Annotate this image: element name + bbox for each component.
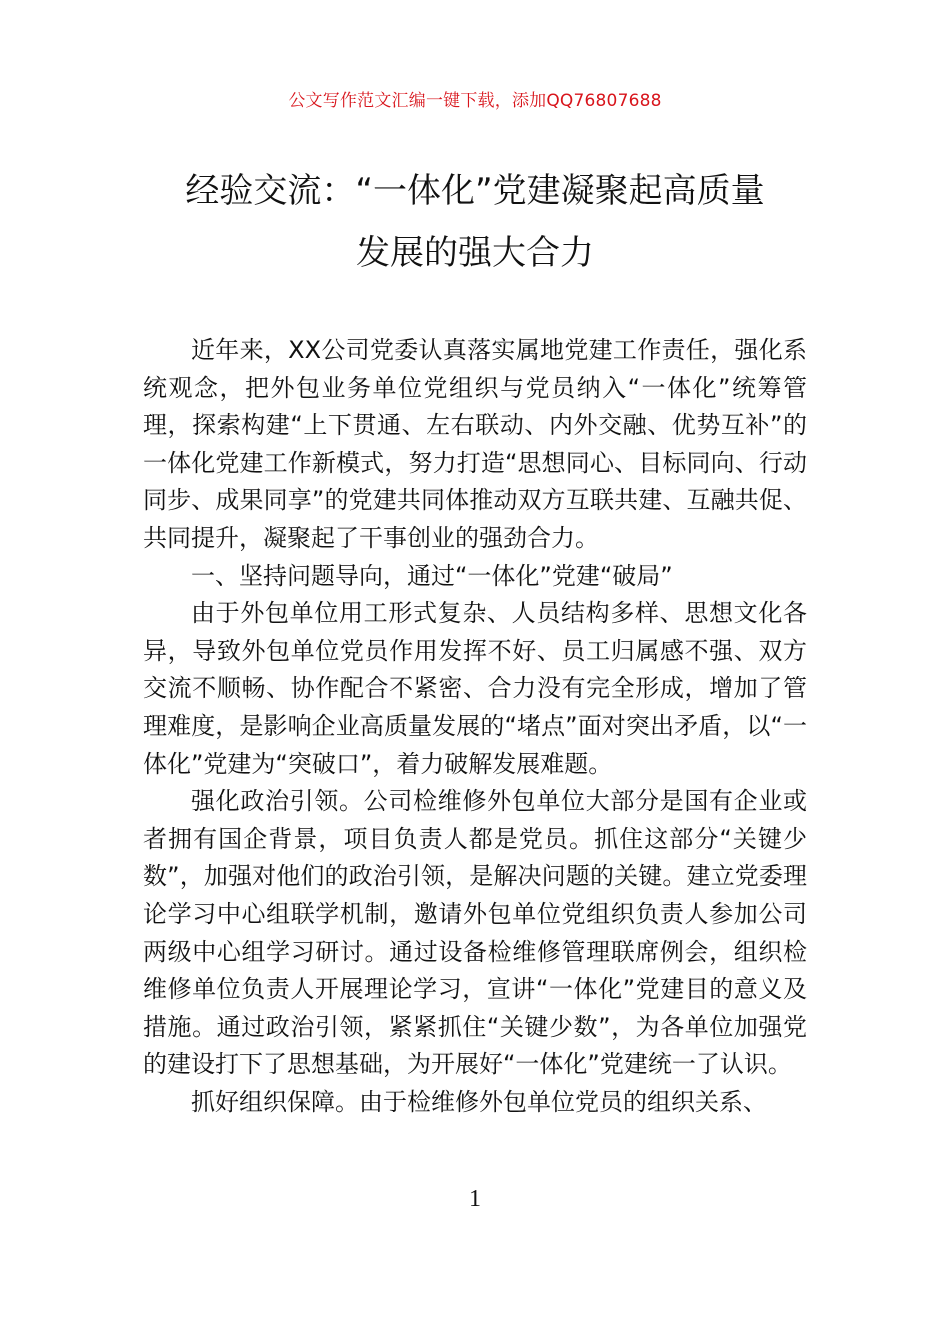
page-number: 1 — [469, 1186, 481, 1212]
section-heading-1: 一、坚持问题导向，通过“一体化”党建“破局” — [191, 561, 673, 590]
paragraph-political-guidance: 强化政治引领。公司检维修外包单位大部分是国有企业或者拥有国企背景，项目负责人都是党员。抓住这部分“关键少数”，加强对他们的政治引领，是解决问题的关键。建立党委理论学习中心组联学机制，邀请外包单位党组织负责人参加公司两级中心组学习研讨。通过设备检维修管理联席例会，组织检维修单位负责人开展理论学习，宣讲“一体化”党建目的意义及措施。通过政治引领，紧紧抓住“关键少数”，为各单位加强党的建设打下了思想基础，为开展好“一体化”党建统一了认识。 — [143, 787, 807, 1079]
title-line-2: 发展的强大合力 — [356, 233, 594, 273]
download-banner: 公文写作范文汇编一键下载，添加QQ76807688 — [288, 91, 662, 111]
document-title — [140, 160, 810, 284]
paragraph-organization: 抓好组织保障。由于检维修外包单位党员的组织关系、 — [191, 1087, 767, 1116]
title-line-1: 经验交流：“一体化”党建凝聚起高质量 — [185, 171, 765, 211]
paragraph-problem: 由于外包单位用工形式复杂、人员结构多样、思想文化各异，导致外包单位党员作用发挥不好、员工归属感不强、双方交流不顺畅、协作配合不紧密、合力没有完全形成，增加了管理难度，是影响企业高质量发展的“堵点”面对突出矛盾，以“一体化”党建为“突破口”，着力破解发展难题。 — [143, 599, 807, 778]
document-body — [143, 332, 807, 1121]
paragraph-intro: 近年来，XX公司党委认真落实属地党建工作责任，强化系统观念，把外包业务单位党组织与党员纳入“一体化”统筹管理，探索构建“上下贯通、左右联动、内外交融、优势互补”的一体化党建工作新模式，努力打造“思想同心、目标同向、行动同步、成果同享”的党建共同体推动双方互联共建、互融共促、共同提升，凝聚起了干事创业的强劲合力。 — [143, 336, 807, 552]
